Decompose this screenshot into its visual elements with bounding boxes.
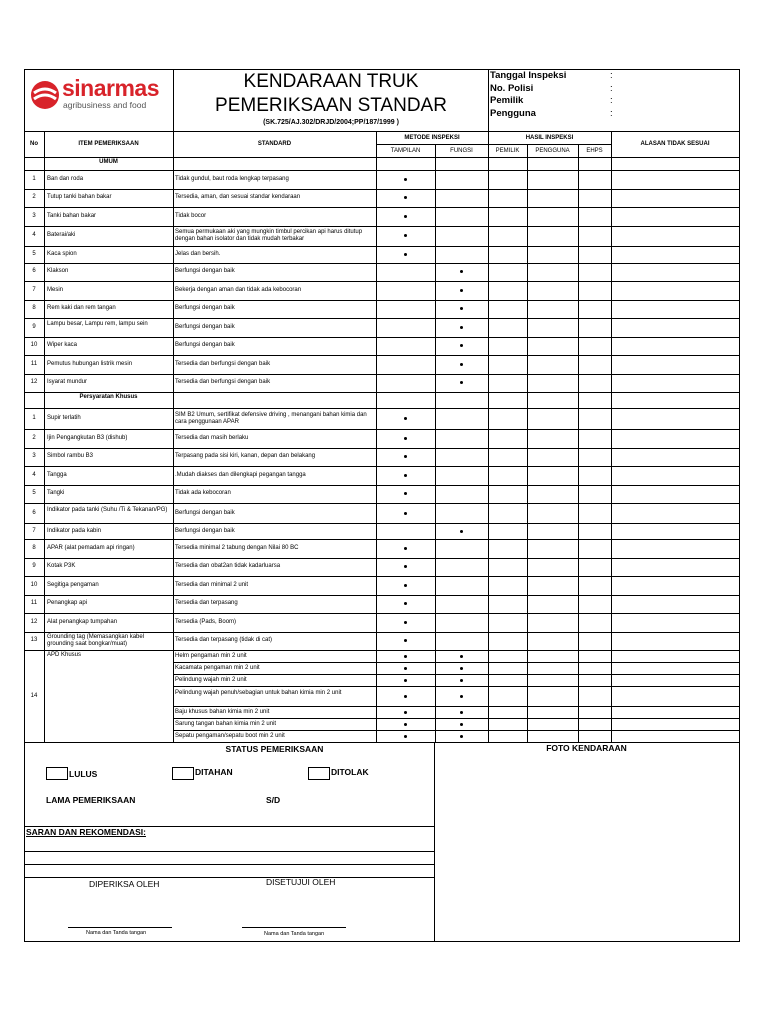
- tampilan-check-dot: [404, 196, 407, 199]
- foto-title: FOTO KENDARAAN: [546, 743, 627, 753]
- row-no: 11: [30, 600, 38, 607]
- info-colon: :: [610, 107, 613, 119]
- fungsi-check-dot: [460, 363, 463, 366]
- row-item: Rem kaki dan rem tangan: [47, 305, 116, 312]
- row-item: Indikator pada kabin: [47, 527, 102, 534]
- row-item: Mesin: [47, 286, 64, 293]
- row-no: 4: [32, 471, 36, 478]
- grid-line: [527, 144, 528, 742]
- tampilan-check-dot: [404, 437, 407, 440]
- row-standard: Berfungsi dengan baik: [175, 342, 235, 349]
- row-no: 10: [30, 342, 38, 349]
- row-no: 3: [32, 453, 36, 460]
- grid-line: [24, 226, 739, 227]
- row-item: Lampu besar, Lampu rem, lampu sein: [47, 320, 148, 327]
- header-ehps: EHPS: [586, 148, 603, 154]
- grid-line: [173, 686, 739, 687]
- fungsi-check-dot: [460, 723, 463, 726]
- section-khusus: Persyaratan Khusus: [79, 394, 138, 400]
- lama-label: LAMA PEMERIKSAAN: [46, 795, 136, 805]
- lulus-label: LULUS: [69, 769, 98, 779]
- header-no: No: [30, 141, 38, 147]
- grid-line: [24, 485, 739, 486]
- apd-no: 14: [30, 693, 38, 699]
- row-no: 8: [32, 305, 36, 312]
- row-item: Pemutus hubungan listrik mesin: [47, 360, 133, 367]
- apd-standard: Pelindung wajah penuh/sebagian untuk bahan kimia min 2 unit: [175, 690, 342, 696]
- grid-line: [173, 718, 739, 719]
- row-no: 2: [32, 194, 36, 201]
- row-no: 1: [32, 415, 36, 421]
- grid-line: [24, 392, 739, 393]
- grid-line: [173, 674, 739, 675]
- grid-line: [24, 189, 739, 190]
- grid-line: [24, 941, 739, 942]
- tampilan-check-dot: [404, 215, 407, 218]
- header-item: ITEM PEMERIKSAAN: [78, 141, 139, 147]
- grid-line: [24, 355, 739, 356]
- grid-line: [173, 730, 739, 731]
- row-standard: Semua permukaan aki yang mungkin timbul percikan api harus ditutup dengan bahan isolator dan tidak mudah terbakar: [175, 229, 363, 242]
- row-item: Kotak P3K: [47, 563, 76, 570]
- tampilan-check-dot: [404, 565, 407, 568]
- row-no: 12: [30, 618, 38, 625]
- row-standard: SIM B2 Umum, sertifikat defensive driving , menangani bahan kimia dan cara penggunaan APAR: [175, 412, 367, 425]
- row-no: 7: [32, 286, 36, 293]
- row-standard: .Mudah diakses dan dilengkapi pegangan tangga: [175, 471, 306, 478]
- grid-line: [24, 864, 434, 865]
- row-standard: Tersedia minimal 2 tabung dengan Nilai 80 BC: [175, 544, 299, 551]
- grid-line: [24, 503, 739, 504]
- ditahan-label: DITAHAN: [195, 767, 233, 777]
- tampilan-check-dot: [404, 639, 407, 642]
- row-no: 12: [30, 379, 38, 386]
- grid-line: [24, 558, 739, 559]
- form-title-line2: PEMERIKSAAN STANDAR: [215, 95, 447, 116]
- apd-standard: Sepatu pengaman/sepatu boot min 2 unit: [175, 732, 285, 739]
- grid-line: [173, 131, 174, 742]
- disetujui-label: DISETUJUI OLEH: [266, 877, 336, 887]
- grid-line: [435, 144, 436, 742]
- info-label: Pemilik: [490, 95, 524, 106]
- tampilan-check-dot: [404, 679, 407, 682]
- tampilan-check-dot: [404, 655, 407, 658]
- row-item: Tangki: [47, 490, 65, 497]
- header-fungsi: FUNGSI: [450, 148, 473, 154]
- header-alasan: ALASAN TIDAK SESUAI: [640, 141, 710, 147]
- row-no: 7: [32, 527, 36, 534]
- grid-line: [24, 337, 739, 338]
- fungsi-check-dot: [460, 667, 463, 670]
- grid-line: [24, 851, 434, 852]
- fungsi-check-dot: [460, 711, 463, 714]
- grid-line: [24, 263, 739, 264]
- row-item: Segitiga pengaman: [47, 581, 99, 588]
- row-no: 6: [32, 268, 36, 275]
- row-item: Simbol rambu B3: [47, 453, 94, 460]
- row-no: 5: [32, 250, 36, 257]
- row-item: Tanki bahan bakar: [47, 212, 97, 219]
- grid-line: [24, 448, 739, 449]
- grid-line: [44, 131, 45, 742]
- fungsi-check-dot: [460, 381, 463, 384]
- grid-line: [24, 539, 739, 540]
- row-item: Isyarat mundur: [47, 379, 88, 386]
- fungsi-check-dot: [460, 695, 463, 698]
- grid-line: [24, 613, 739, 614]
- fungsi-check-dot: [460, 270, 463, 273]
- row-standard: Terpasang pada sisi kiri, kanan, depan dan belakang: [175, 453, 316, 460]
- apd-item: APD Khusus: [47, 652, 82, 658]
- tampilan-check-dot: [404, 474, 407, 477]
- grid-line: [611, 131, 612, 742]
- row-standard: Tersedia dan masih berlaku: [175, 434, 249, 441]
- diperiksa-label: DIPERIKSA OLEH: [89, 879, 160, 889]
- fungsi-check-dot: [460, 530, 463, 533]
- tampilan-check-dot: [404, 492, 407, 495]
- row-item: Grounding tag (Memasangkan kabel grounding saat bongkar/muat): [47, 634, 145, 647]
- header-standard: STANDARD: [257, 141, 292, 147]
- logo-brand: sinarmas: [62, 75, 160, 101]
- tampilan-check-dot: [404, 455, 407, 458]
- tampilan-check-dot: [404, 547, 407, 550]
- row-no: 9: [32, 563, 36, 570]
- row-standard: Berfungsi dengan baik: [175, 323, 235, 330]
- row-standard: Tersedia, aman, dan sesuai standar kendaraan: [175, 194, 301, 201]
- row-standard: Tersedia dan terpasang (tidak di cat): [175, 637, 273, 644]
- grid-line: [24, 429, 739, 430]
- grid-line: [488, 131, 489, 742]
- row-standard: Tersedia (Pads, Boom): [175, 618, 237, 625]
- row-no: 11: [30, 360, 38, 367]
- tampilan-check-dot: [404, 621, 407, 624]
- fungsi-check-dot: [460, 679, 463, 682]
- sd-label: S/D: [266, 795, 281, 805]
- grid-line: [24, 877, 434, 878]
- info-colon: :: [610, 70, 613, 81]
- info-colon: :: [610, 95, 613, 106]
- row-standard: Tersedia dan obat2an tidak kadarluarsa: [175, 563, 281, 570]
- tampilan-check-dot: [404, 234, 407, 237]
- tampilan-check-dot: [404, 584, 407, 587]
- tampilan-check-dot: [404, 178, 407, 181]
- grid-line: [376, 144, 611, 145]
- row-item: Supir terlatih: [47, 415, 81, 421]
- fungsi-check-dot: [460, 735, 463, 738]
- ditolak-checkbox[interactable]: [308, 767, 330, 780]
- grid-line: [24, 576, 739, 577]
- fungsi-check-dot: [460, 344, 463, 347]
- saran-label: SARAN DAN REKOMENDASI:: [26, 827, 146, 837]
- row-standard: Bekerja dengan aman dan tidak ada kebocoran: [175, 286, 302, 293]
- grid-line: [24, 281, 739, 282]
- row-standard: Tersedia dan berfungsi dengan baik: [175, 360, 271, 367]
- row-no: 8: [32, 544, 36, 551]
- row-standard: Berfungsi dengan baik: [175, 509, 235, 516]
- row-no: 2: [32, 434, 36, 441]
- grid-line: [24, 246, 739, 247]
- info-label: No. Polisi: [490, 82, 534, 94]
- info-colon: :: [610, 82, 613, 94]
- row-no: 5: [32, 490, 36, 497]
- signature-line-disetujui: [242, 927, 346, 928]
- grid-line: [24, 157, 739, 158]
- row-standard: Tersedia dan berfungsi dengan baik: [175, 379, 271, 386]
- tampilan-check-dot: [404, 602, 407, 605]
- fungsi-check-dot: [460, 655, 463, 658]
- grid-line: [578, 144, 579, 742]
- tampilan-check-dot: [404, 695, 407, 698]
- row-item: Tutup tanki bahan bakar: [47, 194, 112, 201]
- info-label: Pengguna: [490, 107, 536, 119]
- row-standard: Tidak ada kebocoran: [175, 490, 231, 497]
- form-reference: (SK.725/AJ.302/DRJD/2004;PP/187/1999 ): [263, 119, 399, 126]
- company-logo: [30, 77, 170, 113]
- row-standard: Berfungsi dengan baik: [175, 305, 235, 312]
- grid-line: [24, 595, 739, 596]
- header-tampilan: TAMPILAN: [390, 148, 421, 154]
- apd-standard: Sarung tangan bahan kimia min 2 unit: [175, 720, 277, 727]
- tampilan-check-dot: [404, 253, 407, 256]
- info-label: Tanggal Inspeksi: [490, 70, 567, 81]
- grid-line: [24, 632, 739, 633]
- row-item: Tangga: [47, 471, 67, 478]
- signature-line-diperiksa: [68, 927, 172, 928]
- row-item: Indikator pada tanki (Suhu /Ti & Tekanan/PG): [47, 506, 168, 513]
- row-no: 9: [32, 323, 36, 330]
- apd-standard: Kacamata pengaman min 2 unit: [175, 664, 260, 671]
- lulus-checkbox[interactable]: [46, 767, 68, 780]
- row-standard: Jelas dan bersih.: [175, 250, 221, 257]
- grid-line: [173, 662, 739, 663]
- grid-line: [173, 706, 739, 707]
- row-no: 3: [32, 212, 36, 219]
- row-standard: Tidak gundul, baut roda lengkap terpasang: [175, 175, 289, 182]
- tampilan-check-dot: [404, 417, 407, 420]
- tampilan-check-dot: [404, 512, 407, 515]
- row-no: 1: [32, 175, 36, 182]
- row-item: APAR (alat pemadam api ringan): [47, 544, 135, 551]
- tampilan-check-dot: [404, 723, 407, 726]
- row-item: Baterai/aki: [47, 232, 76, 238]
- row-no: 4: [32, 232, 36, 238]
- status-title: STATUS PEMERIKSAAN: [225, 744, 324, 754]
- row-no: 13: [30, 637, 38, 644]
- tampilan-check-dot: [404, 735, 407, 738]
- grid-line: [24, 523, 739, 524]
- row-item: Ban dan roda: [47, 175, 84, 182]
- ditahan-checkbox[interactable]: [172, 767, 194, 780]
- grid-line: [434, 742, 435, 941]
- apd-standard: Helm pengaman min 2 unit: [175, 652, 247, 659]
- ditolak-label: DITOLAK: [331, 767, 369, 777]
- header-metode: METODE INSPEKSI: [404, 135, 460, 141]
- logo-tagline: agribusiness and food: [63, 100, 147, 110]
- row-item: Alat penangkap tumpahan: [47, 618, 118, 625]
- row-no: 6: [32, 509, 36, 516]
- row-item: Wiper kaca: [47, 342, 78, 349]
- row-standard: Tersedia dan minimal 2 unit: [175, 581, 249, 588]
- form-title-line1: KENDARAAN TRUK: [243, 71, 419, 92]
- fungsi-check-dot: [460, 326, 463, 329]
- row-item: Klakson: [47, 268, 69, 275]
- grid-line: [24, 466, 739, 467]
- grid-line: [24, 650, 739, 651]
- grid-line: [24, 374, 739, 375]
- row-no: 10: [30, 581, 38, 588]
- grid-line: [24, 300, 739, 301]
- grid-line: [24, 318, 739, 319]
- tampilan-check-dot: [404, 667, 407, 670]
- row-item: Kaca spion: [47, 250, 77, 257]
- fungsi-check-dot: [460, 289, 463, 292]
- header-pengguna: PENGGUNA: [535, 148, 570, 154]
- nama-label-2: Nama dan Tanda tangan: [264, 931, 325, 937]
- tampilan-check-dot: [404, 711, 407, 714]
- row-standard: Berfungsi dengan baik: [175, 268, 235, 275]
- row-item: Penangkap api: [47, 600, 88, 607]
- row-standard: Berfungsi dengan baik: [175, 527, 235, 534]
- apd-standard: Pelindung wajah min 2 unit: [175, 676, 247, 683]
- nama-label-1: Nama dan Tanda tangan: [86, 930, 147, 936]
- header-pemilik: PEMILIK: [495, 148, 520, 154]
- grid-line: [24, 408, 739, 409]
- sinarmas-logo-icon: [30, 80, 60, 110]
- header-hasil: HASIL INSPEKSI: [525, 135, 574, 141]
- row-item: Ijin Pengangkutan B3 (dishub): [47, 434, 128, 441]
- grid-line: [24, 170, 739, 171]
- section-umum: UMUM: [99, 159, 118, 165]
- grid-line: [376, 131, 377, 742]
- fungsi-check-dot: [460, 307, 463, 310]
- row-standard: Tidak bocor: [175, 212, 207, 219]
- apd-standard: Baju khusus bahan kimia min 2 unit: [175, 708, 270, 715]
- row-standard: Tersedia dan terpasang: [175, 600, 238, 607]
- grid-line: [24, 207, 739, 208]
